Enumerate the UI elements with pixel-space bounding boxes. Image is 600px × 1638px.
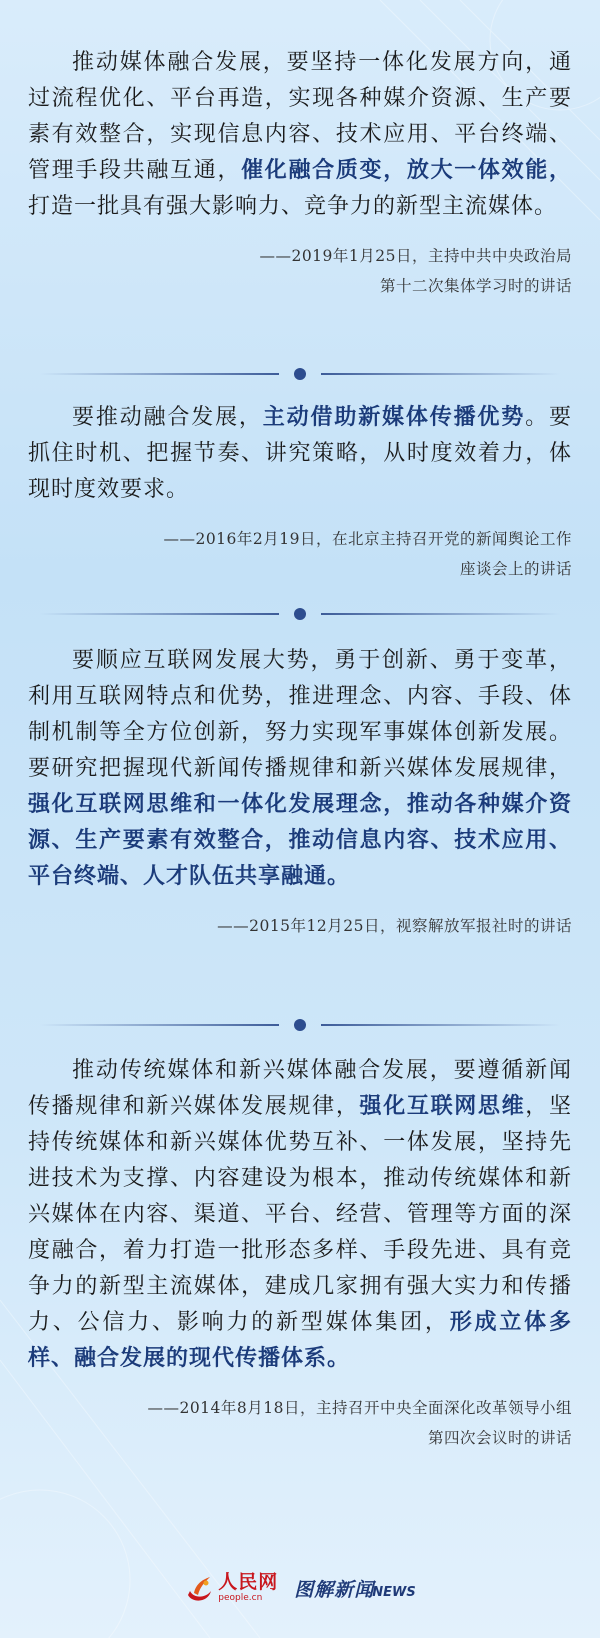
quote-text [28, 1053, 572, 1377]
logo-site: people.cn [218, 1593, 263, 1603]
tujie-news-logo [294, 1575, 415, 1602]
source-line: 第十二次集体学习时的讲话 [379, 277, 572, 295]
quote-section-1 [28, 45, 572, 301]
body-text: 要推动融合发展， [72, 405, 263, 430]
logo-name: 人民网 [218, 1571, 279, 1593]
source-line: ——2016年2月19日，在北京主持召开党的新闻舆论工作 [163, 530, 572, 548]
body-text: 推动媒体融合发展，要坚持一体化发展方向，通过流程优化、平台再造，实现各种媒介资源、生产要素有效整合，实现信息内容、技术应用、平台终端、管理手段共融互通， [28, 50, 572, 183]
quote-source [28, 1393, 572, 1453]
body-text: ，坚持传统媒体和新兴媒体优势互补、一体发展，坚持先进技术为支撑、内容建设为根本，推动传统媒体和新兴媒体在内容、渠道、平台、经营、管理等方面的深度融合，着力打造一批形态多样、手段先进、具有竞争力的新型主流媒体，建成几家拥有强大实力和传播力、公信力、影响力的新型媒体集团， [28, 1094, 572, 1335]
quote-section-2 [28, 400, 572, 584]
quote-text [28, 643, 572, 895]
quote-section-4 [28, 1053, 572, 1453]
source-line: 座谈会上的讲话 [459, 560, 572, 578]
quote-source [28, 911, 572, 941]
footer-logos [0, 1568, 600, 1608]
quote-source [28, 524, 572, 584]
emphasis-text: 催化融合质变，放大一体效能， [241, 158, 572, 183]
brand-cn: 图解新闻 [294, 1578, 375, 1601]
source-line: ——2019年1月25日，主持中共中央政治局 [259, 247, 572, 265]
body-text: 打造一批具有强大影响力、竞争力的新型主流媒体。 [28, 194, 558, 219]
divider-dot-icon [294, 608, 306, 620]
emphasis-text: 形成立体多样、融合发展的现代传播体系。 [28, 1310, 572, 1371]
quote-section-3 [28, 643, 572, 941]
section-divider [40, 367, 560, 381]
section-divider [40, 607, 560, 621]
quote-source [28, 241, 572, 301]
brand-en: NEWS [372, 1584, 416, 1600]
body-text: 要顺应互联网发展大势，勇于创新、勇于变革，利用互联网特点和优势，推进理念、内容、手段、体制机制等全方位创新，努力实现军事媒体创新发展。要研究把握现代新闻传播规律和新兴媒体发展规律， [28, 648, 572, 781]
source-line: ——2015年12月25日，视察解放军报社时的讲话 [217, 917, 572, 935]
body-text: 。要抓住时机、把握节奏、讲究策略，从时度效着力，体现时度效要求。 [28, 405, 572, 502]
section-divider [40, 1018, 560, 1032]
source-line: 第四次会议时的讲话 [427, 1429, 572, 1447]
source-line: ——2014年8月18日，主持召开中央全面深化改革领导小组 [147, 1399, 572, 1417]
emphasis-text: 强化互联网思维 [359, 1094, 526, 1119]
people-daily-emblem-icon [184, 1573, 214, 1603]
emphasis-text: 强化互联网思维和一体化发展理念，推动各种媒介资源、生产要素有效整合，推动信息内容、技术应用、平台终端、人才队伍共享融通。 [28, 792, 572, 889]
emphasis-text: 主动借助新媒体传播优势 [262, 405, 526, 430]
divider-dot-icon [294, 1019, 306, 1031]
quote-text [28, 45, 572, 225]
quote-text [28, 400, 572, 508]
divider-dot-icon [294, 368, 306, 380]
people-daily-logo [184, 1573, 278, 1603]
body-text: 推动传统媒体和新兴媒体融合发展，要遵循新闻传播规律和新兴媒体发展规律， [28, 1058, 572, 1119]
